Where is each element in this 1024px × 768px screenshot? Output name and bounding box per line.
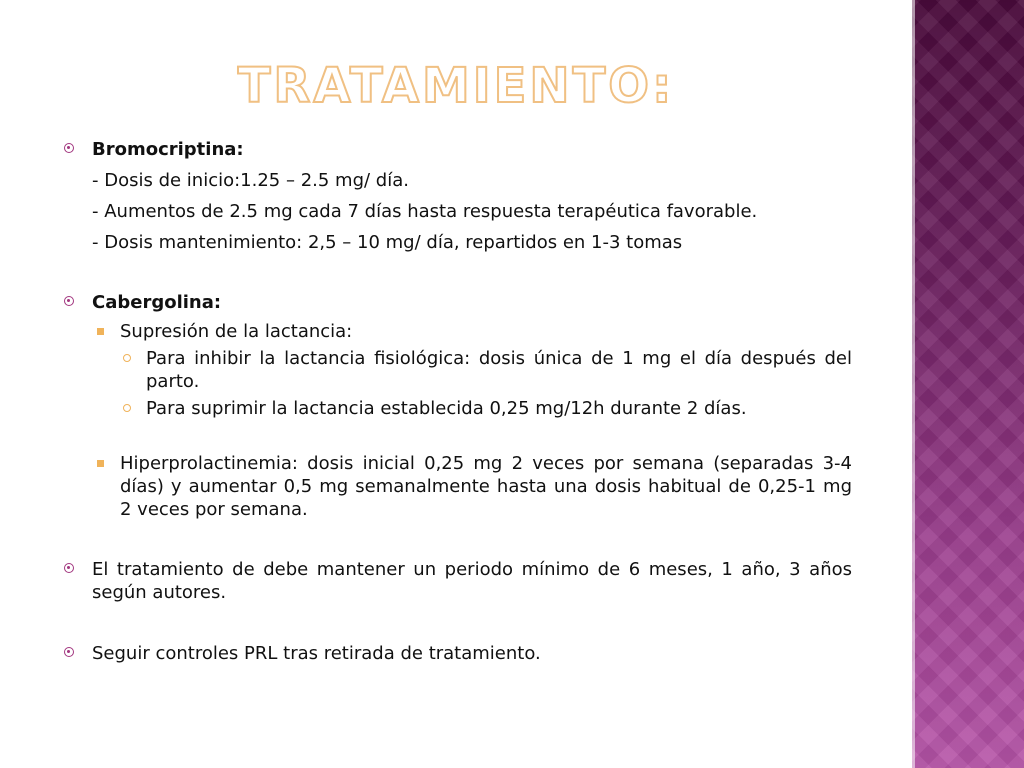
hiperprolactinemia-item [60,452,852,521]
circle-dot-bullet-icon [64,143,74,153]
side-band-edge [912,0,915,768]
bullet-cabergolina [60,291,852,314]
bromocriptina-line: - Aumentos de 2.5 mg cada 7 días hasta respuesta terapéutica favorable. [92,201,758,222]
hiperprolactinemia-text: Hiperprolactinemia: dosis inicial 0,25 mg 2 veces por semana (separadas 3-4 días) y aumentar 0,5 mg semanalmente hasta una dosis habitual de 0,25-1 mg 2 veces por semana. [120,453,852,520]
duracion-text: El tratamiento de debe mantener un periodo mínimo de 6 meses, 1 año, 3 años según autores. [92,559,852,603]
square-bullet-icon [97,460,104,467]
supresion-subitem-text: Para inhibir la lactancia fisiológica: dosis única de 1 mg el día después del parto. [146,348,852,392]
bromocriptina-line: - Dosis de inicio:1.25 – 2.5 mg/ día. [92,170,409,191]
supresion-subitem [60,397,852,420]
decorative-side-band [912,0,1024,768]
circle-dot-bullet-icon [64,647,74,657]
square-bullet-icon [97,328,104,335]
ring-bullet-icon [123,354,131,362]
supresion-subitem-text: Para suprimir la lactancia establecida 0,25 mg/12h durante 2 días. [146,398,747,419]
bullet-duracion [60,558,852,604]
supresion-item [60,320,852,343]
controles-text: Seguir controles PRL tras retirada de tratamiento. [92,643,541,664]
ring-bullet-icon [123,404,131,412]
bullet-bromocriptina [60,138,852,161]
supresion-label: Supresión de la lactancia: [120,321,353,342]
bromocriptina-heading: Bromocriptina: [92,139,244,160]
bromocriptina-line: - Dosis mantenimiento: 2,5 – 10 mg/ día, repartidos en 1-3 tomas [92,232,683,253]
slide-title: TRATAMIENTO: [237,58,675,114]
slide-content [60,138,852,665]
circle-dot-bullet-icon [64,296,74,306]
supresion-subitem [60,347,852,393]
circle-dot-bullet-icon [64,563,74,573]
cabergolina-heading: Cabergolina: [92,292,222,313]
bullet-controles [60,642,852,665]
